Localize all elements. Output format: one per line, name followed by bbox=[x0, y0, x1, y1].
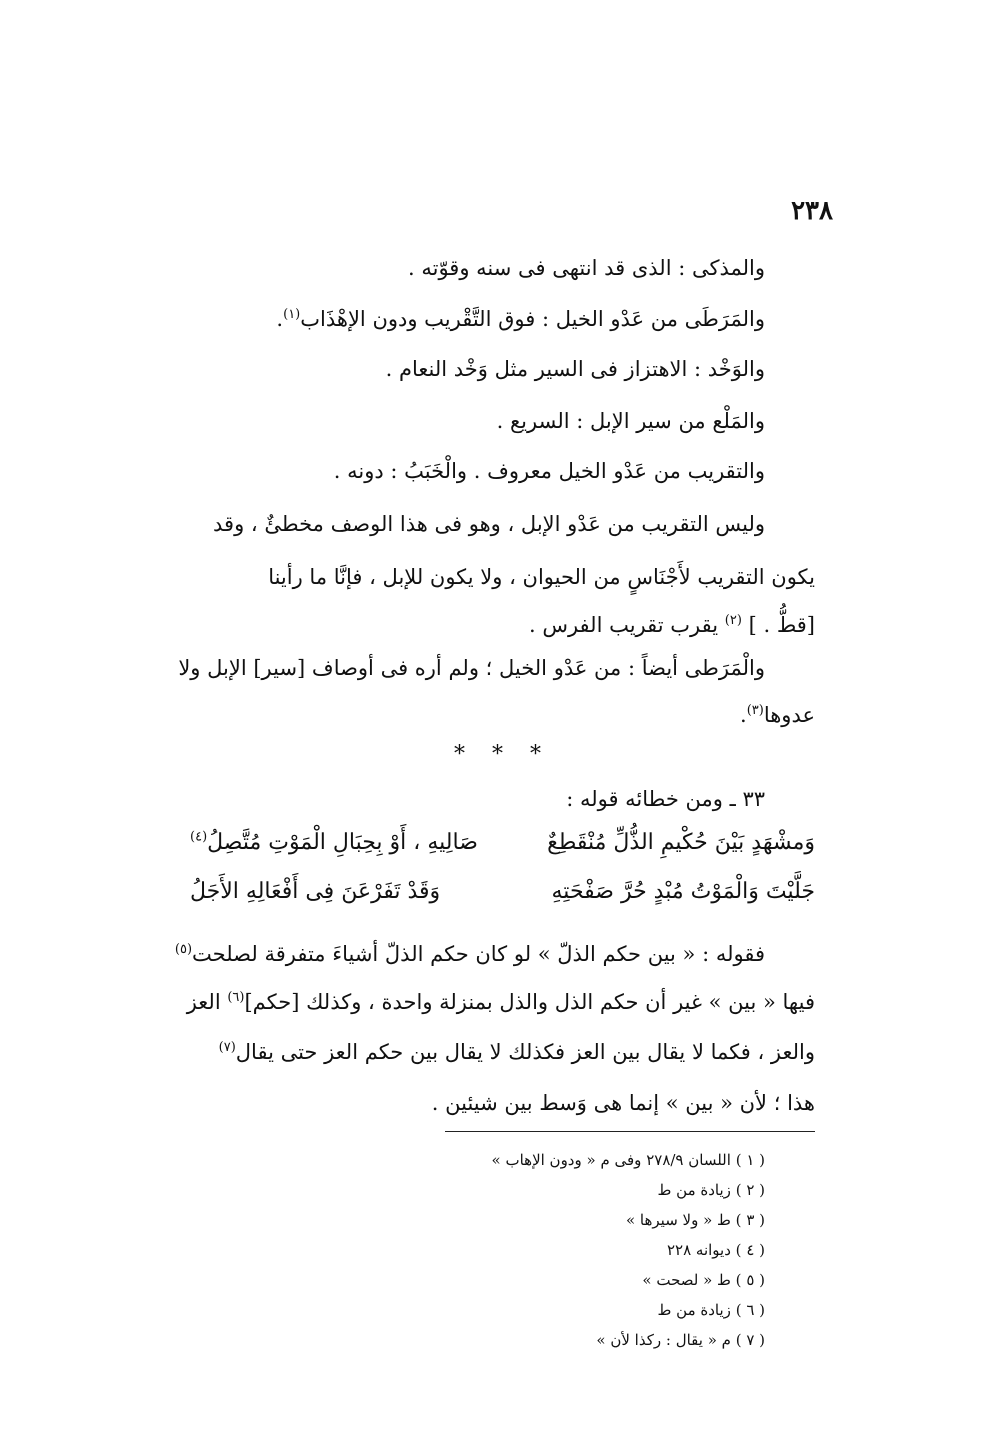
footnote: ( ٣ ) ط « ولا سيرها » bbox=[625, 1211, 765, 1229]
line-text: عدوها bbox=[763, 703, 815, 727]
poem-verse bbox=[190, 879, 815, 919]
verse-first-hemistich: وَمشْهَدٍ بَيْنَ حُكْيمِ الذُّلِّ مُنْقَطِعٌ bbox=[547, 830, 815, 855]
footnote-marker: (٣) bbox=[746, 703, 764, 718]
line-text: والتقريب من عَدْو الخيل معروف . والْخَبَبُ : دونه . bbox=[333, 459, 765, 483]
verse-first-hemistich: جَلَّيْتَ وَالْمَوْتُ مُبْدٍ حُرَّ صَفْحَتِهِ bbox=[551, 879, 815, 904]
line-text: يقرب تقريب الفرس . bbox=[528, 613, 719, 637]
footnote: ( ١ ) اللسان ٢٧٨/٩ وفى م « ودون الإهاب » bbox=[491, 1151, 765, 1169]
footnote-marker: (٥) bbox=[174, 942, 193, 957]
text-line bbox=[186, 986, 815, 1018]
text-line bbox=[190, 699, 815, 731]
line-text: والْمَرَطى أيضاً : من عَدْو الخيل ؛ ولم أره فى أوصاف [سير] الإبل ولا bbox=[178, 656, 765, 680]
text-line bbox=[190, 783, 765, 815]
footnote-marker: (١) bbox=[283, 307, 301, 322]
text-line bbox=[190, 1087, 815, 1119]
text-line bbox=[190, 508, 765, 540]
line-text: . bbox=[276, 307, 284, 331]
text-line bbox=[174, 938, 765, 970]
line-text: هذا ؛ لأن « بين » إنما هى وَسط بين شيئين . bbox=[431, 1091, 815, 1115]
line-text: والمَلْع من سير الإبل : السريع . bbox=[496, 409, 765, 433]
line-text: والعز ، فكما لا يقال بين العز فكذلك لا يقال بين حكم العز حتى يقال bbox=[235, 1040, 815, 1064]
footnote: ( ٧ ) م « يقال : ركذا لأن » bbox=[596, 1331, 765, 1349]
line-text: والوَخْد : الاهتزاز فى السير مثل وَخْد النعام . bbox=[385, 357, 765, 381]
footnote: ( ٥ ) ط « لصحت » bbox=[642, 1271, 765, 1289]
line-text: [قطُّ . ] bbox=[748, 613, 815, 637]
footnote-separator bbox=[445, 1131, 815, 1132]
text-line bbox=[190, 303, 765, 335]
footnote-marker: (٦) bbox=[227, 990, 245, 1005]
footnote: ( ٢ ) زيادة من ط bbox=[657, 1181, 765, 1199]
text-line bbox=[190, 609, 815, 641]
line-text: والمَرَطَى من عَدْو الخيل : فوق التَّقْريب ودون الإهْذَاب bbox=[300, 307, 765, 331]
text-line bbox=[190, 1036, 815, 1068]
text-line bbox=[190, 252, 765, 284]
line-text: والمذكى : الذى قد انتهى فى سنه وقوّته . bbox=[407, 256, 765, 280]
section-divider: * * * bbox=[454, 742, 551, 767]
footnote: ( ٤ ) ديوانه ٢٢٨ bbox=[666, 1241, 765, 1259]
line-text: فيها « بين » غير أن حكم الذل والذل بمنزلة واحدة ، وكذلك [حكم] bbox=[244, 990, 815, 1014]
line-text: وليس التقريب من عَدْو الإبل ، وهو فى هذا الوصف مخطئٌ ، وقد bbox=[213, 512, 765, 536]
line-text: . bbox=[740, 703, 747, 727]
line-text: العز bbox=[186, 990, 221, 1014]
text-line bbox=[190, 455, 765, 487]
text-line bbox=[190, 561, 815, 593]
page-number: ٢٣٨ bbox=[791, 196, 833, 226]
line-text: يكون التقريب لأَجْنَاسٍ من الحيوان ، ولا يكون للإبل ، فإنَّا ما رأينا bbox=[268, 565, 815, 589]
text-line bbox=[190, 405, 765, 437]
line-text: ٣٣ ـ ومن خطائه قوله : bbox=[566, 787, 765, 811]
footnote-marker: (٤) bbox=[190, 829, 208, 845]
verse-second-hemistich bbox=[190, 830, 478, 855]
text-line bbox=[190, 353, 765, 385]
footnote-marker: (٧) bbox=[218, 1040, 236, 1055]
line-text: فقوله : « بين حكم الذلّ » لو كان حكم الذلّ أشياءَ متفرقة لصلحت bbox=[192, 942, 765, 966]
footnote: ( ٦ ) زيادة من ط bbox=[657, 1301, 765, 1319]
footnote-marker: (٢) bbox=[724, 613, 742, 628]
verse-second-hemistich: وَقَدْ تَفَرْعَنَ فِى أَفْعَالِهِ الأَجَلُ bbox=[190, 879, 441, 904]
line-text: صَالِيهِ ، أَوْ بِحِبَالِ الْمَوْتِ مُتَّصِلُ bbox=[207, 830, 478, 855]
poem-verse bbox=[190, 830, 815, 870]
text-line bbox=[178, 652, 765, 684]
